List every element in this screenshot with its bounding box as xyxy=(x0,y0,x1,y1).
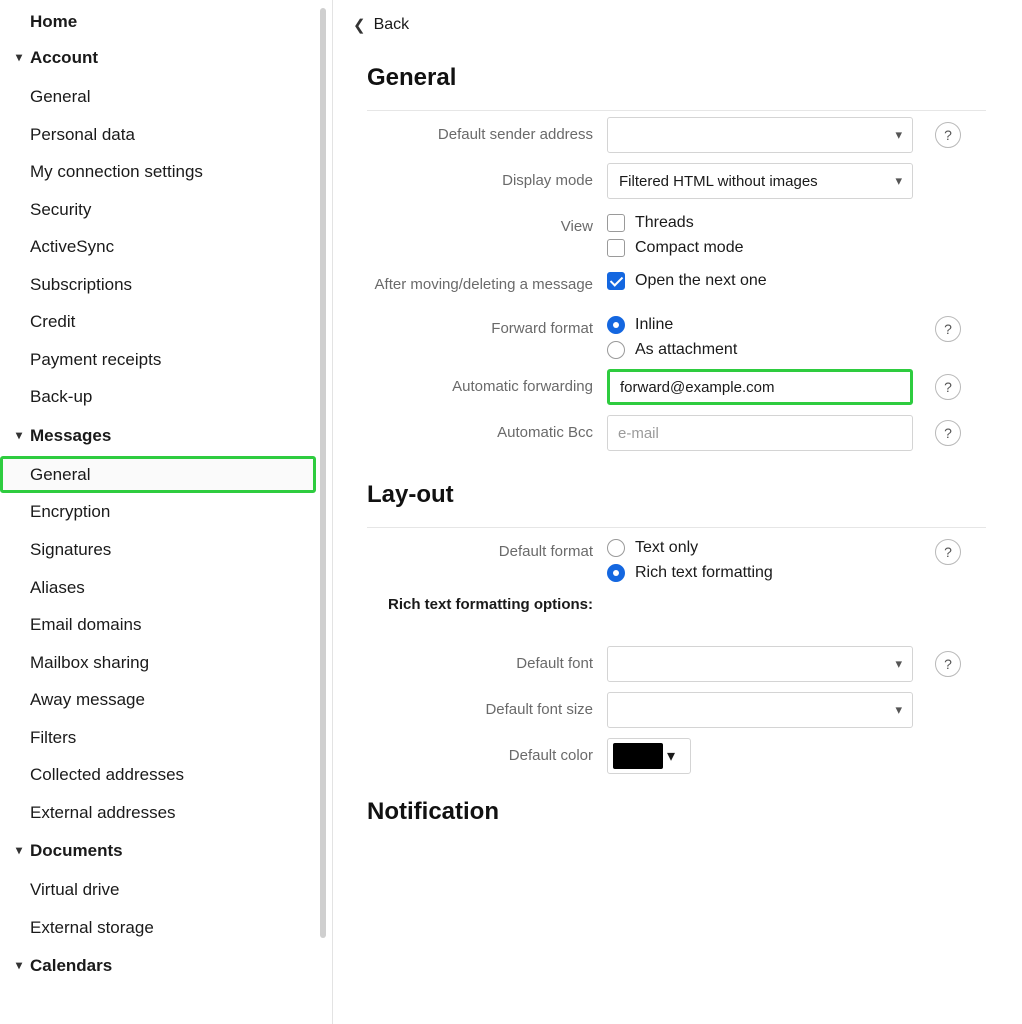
section-title-notification: Notification xyxy=(367,798,499,825)
sidebar-group-calendars-label: Calendars xyxy=(30,956,113,976)
sidebar-item-external-addresses[interactable] xyxy=(0,794,332,832)
default-font-size-select[interactable] xyxy=(607,692,913,728)
chevron-down-icon: ▾ xyxy=(15,958,23,973)
row-after-moving-deleting xyxy=(367,267,986,301)
row-display-mode xyxy=(367,163,986,199)
default-font-select[interactable] xyxy=(607,646,913,682)
chevron-down-icon: ▾ xyxy=(15,427,23,442)
radio-text-only-dot[interactable] xyxy=(607,539,625,557)
sidebar-item-home[interactable] xyxy=(0,6,332,38)
sidebar-item-label: External addresses xyxy=(30,802,176,822)
sidebar-item-label: Personal data xyxy=(30,124,135,144)
sidebar-scrollbar[interactable] xyxy=(320,8,326,938)
sidebar-group-messages-label: Messages xyxy=(30,425,112,445)
sidebar-item-payment-receipts[interactable] xyxy=(0,341,332,379)
sidebar-item-label: Credit xyxy=(30,312,76,332)
chevron-down-icon: ▾ xyxy=(667,748,676,765)
chevron-down-icon: ▾ xyxy=(15,843,23,858)
page-title: General xyxy=(367,64,986,111)
default-color-picker[interactable] xyxy=(607,738,691,774)
radio-rich-text-formatting-dot[interactable] xyxy=(607,564,625,582)
row-default-format xyxy=(367,534,986,582)
row-default-sender-address xyxy=(367,117,986,153)
sidebar-item-email-domains[interactable] xyxy=(0,606,332,644)
checkbox-threads-box[interactable] xyxy=(607,214,625,232)
row-default-color xyxy=(367,738,986,774)
sidebar-item-credit[interactable] xyxy=(0,303,332,341)
help-icon-automatic-forwarding[interactable]: ? xyxy=(935,374,961,400)
sidebar-item-label: General xyxy=(30,464,91,484)
color-swatch xyxy=(613,743,663,769)
row-forward-format xyxy=(367,311,986,359)
sidebar-item-label: Filters xyxy=(30,727,77,747)
checkbox-open-the-next-one[interactable] xyxy=(607,272,767,290)
label-default-color: Default color xyxy=(508,747,593,764)
help-icon-default-sender[interactable]: ? xyxy=(935,122,961,148)
sidebar-item-label: Virtual drive xyxy=(30,880,120,900)
sidebar-item-virtual-drive[interactable] xyxy=(0,871,332,909)
label-default-sender-address: Default sender address xyxy=(437,126,593,143)
sidebar-item-label: Back-up xyxy=(30,387,93,407)
sidebar-home-label: Home xyxy=(30,12,78,31)
chevron-down-icon: ▾ xyxy=(895,173,902,188)
sidebar-item-back-up[interactable] xyxy=(0,378,332,416)
radio-rich-text-formatting[interactable] xyxy=(607,564,913,582)
sidebar-item-label: Mailbox sharing xyxy=(30,652,150,672)
sidebar-item-my-connection-settings[interactable] xyxy=(0,153,332,191)
help-icon-default-format[interactable]: ? xyxy=(935,539,961,565)
sidebar-group-messages[interactable] xyxy=(0,416,332,456)
label-rich-text-formatting-options: Rich text formatting options: xyxy=(388,596,593,613)
chevron-down-icon: ▾ xyxy=(895,656,902,671)
sidebar-item-aliases[interactable] xyxy=(0,569,332,607)
sidebar-item-label: Encryption xyxy=(30,502,111,522)
radio-rich-text-formatting-label: Rich text formatting xyxy=(635,564,773,581)
radio-inline-label: Inline xyxy=(635,316,674,333)
sidebar-item-label: Collected addresses xyxy=(30,765,185,785)
sidebar-item-subscriptions[interactable] xyxy=(0,266,332,304)
sidebar-item-label: General xyxy=(30,87,91,106)
label-default-font-size: Default font size xyxy=(485,701,593,718)
label-automatic-forwarding: Automatic forwarding xyxy=(452,378,593,395)
checkbox-open-the-next-one-label: Open the next one xyxy=(635,272,767,289)
radio-as-attachment[interactable] xyxy=(607,341,913,359)
row-default-font-size xyxy=(367,692,986,728)
sidebar-item-label: Away message xyxy=(30,690,145,710)
chevron-down-icon: ▾ xyxy=(895,702,902,717)
label-default-font: Default font xyxy=(516,655,593,672)
sidebar-item-personal-data[interactable] xyxy=(0,116,332,154)
back-button[interactable] xyxy=(333,0,453,34)
sidebar-item-security[interactable] xyxy=(0,191,332,229)
sidebar-item-mailbox-sharing[interactable] xyxy=(0,644,332,682)
sidebar-item-collected-addresses[interactable] xyxy=(0,756,332,794)
label-automatic-bcc: Automatic Bcc xyxy=(497,424,593,441)
radio-inline-dot[interactable] xyxy=(607,316,625,334)
display-mode-select[interactable] xyxy=(607,163,913,199)
help-icon-automatic-bcc[interactable]: ? xyxy=(935,420,961,446)
sidebar-item-encryption[interactable] xyxy=(0,493,332,531)
sidebar-item-label: External storage xyxy=(30,917,154,937)
radio-as-attachment-dot[interactable] xyxy=(607,341,625,359)
sidebar-item-label: Security xyxy=(30,199,92,219)
label-display-mode: Display mode xyxy=(502,172,593,189)
chevron-left-icon: ❮ xyxy=(353,17,366,34)
row-default-font xyxy=(367,646,986,682)
row-automatic-bcc xyxy=(367,415,986,451)
sidebar-item-label: Payment receipts xyxy=(30,349,162,369)
label-forward-format: Forward format xyxy=(491,320,593,337)
checkbox-threads[interactable] xyxy=(607,214,744,232)
sidebar-item-label: Signatures xyxy=(30,540,112,560)
row-view xyxy=(367,209,986,257)
radio-as-attachment-label: As attachment xyxy=(635,341,738,358)
label-view: View xyxy=(560,218,593,235)
checkbox-open-the-next-one-box[interactable] xyxy=(607,272,625,290)
sidebar xyxy=(0,0,333,1024)
label-default-format: Default format xyxy=(498,543,593,560)
checkbox-compact-mode[interactable] xyxy=(607,239,744,257)
chevron-down-icon: ▾ xyxy=(895,127,902,142)
sidebar-item-away-message[interactable] xyxy=(0,681,332,719)
sidebar-group-documents[interactable] xyxy=(0,831,332,871)
radio-inline[interactable] xyxy=(607,316,913,334)
sidebar-group-account-label: Account xyxy=(30,48,98,67)
row-automatic-forwarding xyxy=(367,369,986,405)
sidebar-item-external-storage[interactable] xyxy=(0,909,332,947)
general-settings-rows xyxy=(367,111,986,451)
radio-text-only[interactable] xyxy=(607,539,913,557)
checkbox-threads-label: Threads xyxy=(635,214,694,231)
sidebar-item-label: ActiveSync xyxy=(30,237,115,257)
radio-text-only-label: Text only xyxy=(635,539,699,556)
sidebar-item-activesync[interactable] xyxy=(0,228,332,266)
sidebar-group-calendars[interactable] xyxy=(0,946,332,986)
row-rich-text-options-header xyxy=(367,596,986,630)
chevron-down-icon: ▾ xyxy=(15,50,23,64)
checkbox-compact-mode-box[interactable] xyxy=(607,239,625,257)
default-sender-address-select[interactable] xyxy=(607,117,913,153)
checkbox-compact-mode-label: Compact mode xyxy=(635,239,744,256)
back-label: Back xyxy=(373,16,410,33)
sidebar-item-signatures[interactable] xyxy=(0,531,332,569)
sidebar-item-label: Subscriptions xyxy=(30,274,133,294)
section-title-layout: Lay-out xyxy=(367,481,986,528)
label-after-moving-deleting: After moving/deleting a message xyxy=(374,276,593,293)
sidebar-item-account-general[interactable] xyxy=(0,78,332,116)
sidebar-group-account[interactable] xyxy=(0,38,332,78)
help-icon-default-font[interactable]: ? xyxy=(935,651,961,677)
automatic-forwarding-input[interactable] xyxy=(607,369,913,405)
layout-settings-rows xyxy=(367,528,986,774)
sidebar-item-label: Aliases xyxy=(30,577,85,597)
display-mode-value: Filtered HTML without images xyxy=(619,172,818,190)
sidebar-item-filters[interactable] xyxy=(0,719,332,757)
automatic-bcc-input[interactable] xyxy=(607,415,913,451)
sidebar-item-messages-general[interactable] xyxy=(0,456,316,494)
help-icon-forward-format[interactable]: ? xyxy=(935,316,961,342)
sidebar-group-documents-label: Documents xyxy=(30,841,123,861)
sidebar-item-label: Email domains xyxy=(30,615,142,635)
sidebar-item-label: My connection settings xyxy=(30,162,203,182)
main-panel xyxy=(333,0,1022,1024)
